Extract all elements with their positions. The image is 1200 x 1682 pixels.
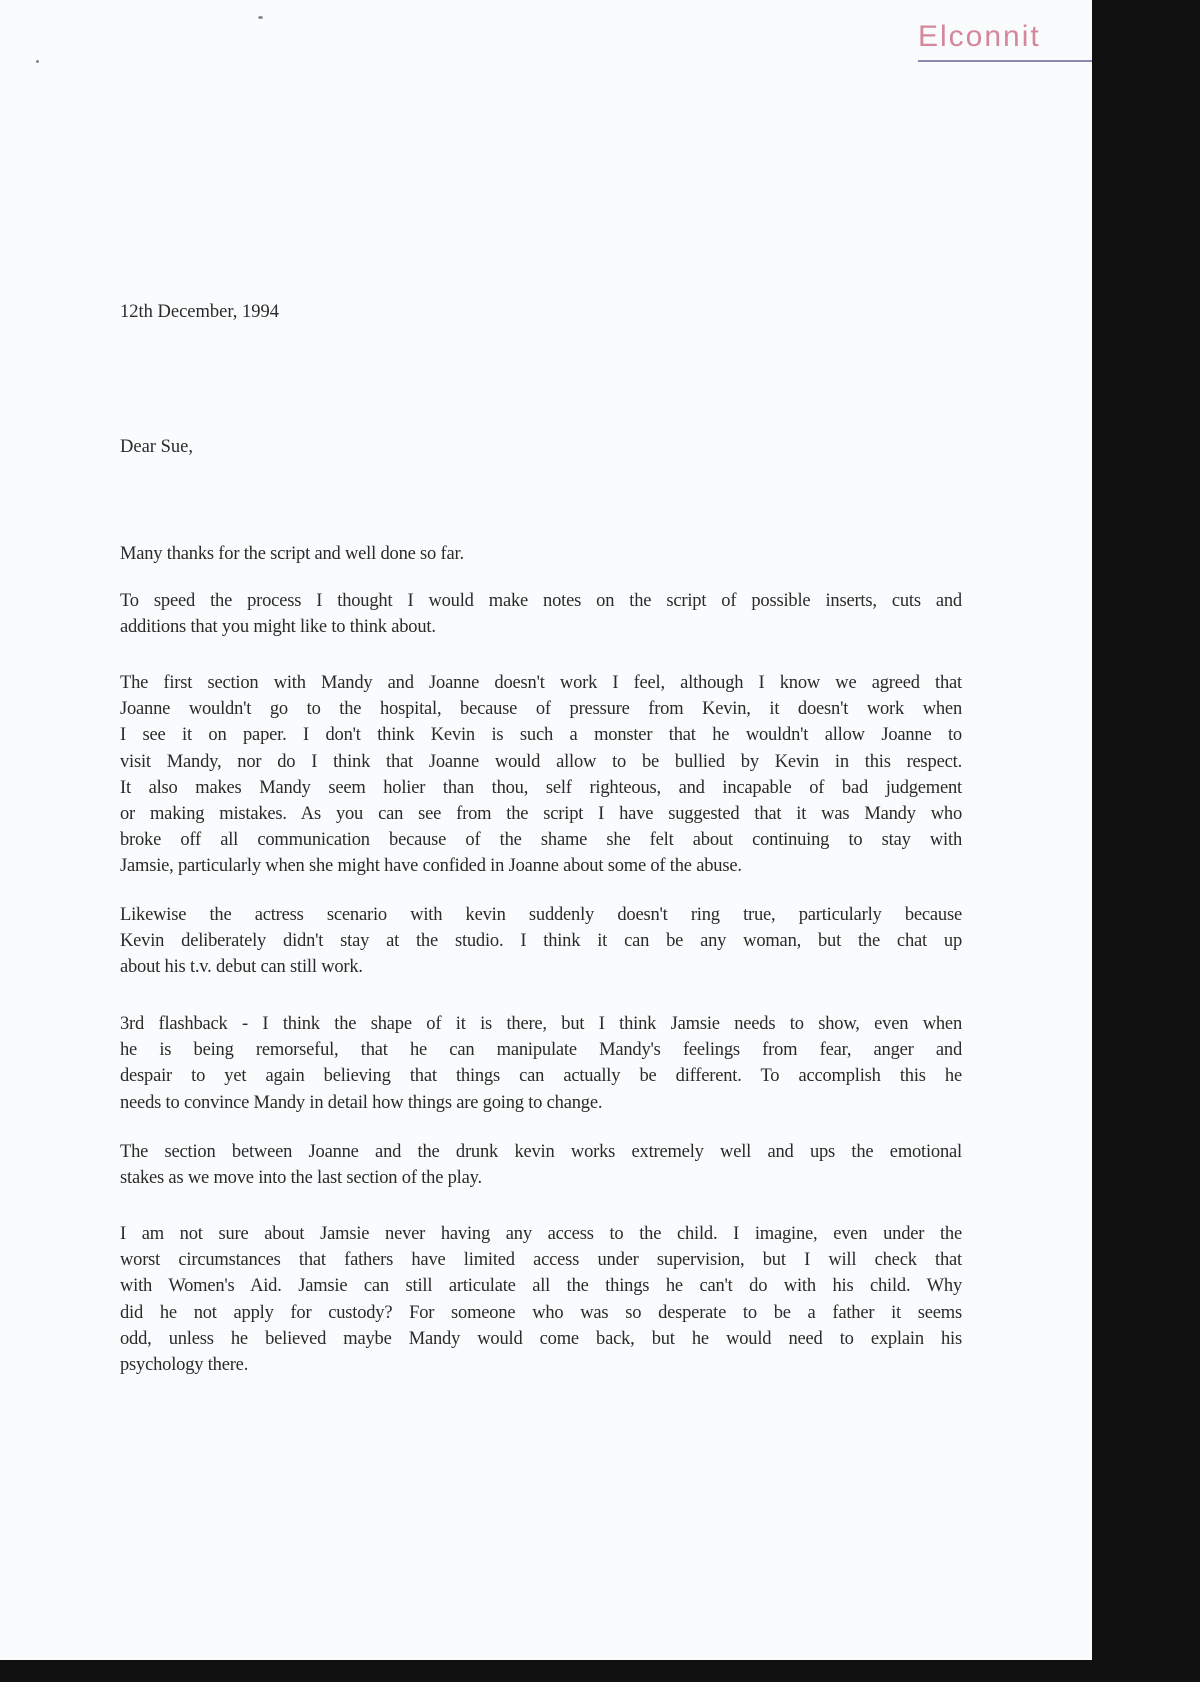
paragraph-line: odd, unless he believed maybe Mandy would come back, but he would need to explain his: [120, 1328, 962, 1349]
paragraph: [120, 541, 962, 567]
paragraph-line: needs to convince Mandy in detail how things are going to change.: [120, 1092, 603, 1113]
paragraph-line: worst circumstances that fathers have limited access under supervision, but I will check that: [120, 1250, 962, 1271]
paragraph-line: 3rd flashback - I think the shape of it is there, but I think Jamsie needs to show, even when: [120, 1014, 962, 1034]
paragraph-line: or making mistakes. As you can see from the script I have suggested that it was Mandy who: [120, 804, 962, 825]
paragraph-line: I am not sure about Jamsie never having any access to the child. I imagine, even under the: [120, 1224, 962, 1244]
annotation-underline: [918, 60, 1118, 62]
paragraph: [120, 902, 962, 981]
paragraph: [120, 1011, 962, 1116]
paragraph-line: To speed the process I thought I would make notes on the script of possible inserts, cuts and: [120, 591, 962, 611]
paragraph-line: It also makes Mandy seem holier than thou, self righteous, and incapable of bad judgement: [120, 777, 962, 798]
paragraph-line: about his t.v. debut can still work.: [120, 957, 363, 978]
paragraph-line: Jamsie, particularly when she might have confided in Joanne about some of the abuse.: [120, 856, 742, 877]
paragraph-line: did he not apply for custody? For someone who was so desperate to be a father it seems: [120, 1302, 962, 1323]
salutation: Dear Sue,: [120, 437, 193, 457]
annotation-text: Elconnit: [918, 20, 1041, 53]
paragraph-line: stakes as we move into the last section of the play.: [120, 1168, 482, 1189]
paragraph-line: Many thanks for the script and well done so far.: [120, 544, 464, 564]
paragraph-line: with Women's Aid. Jamsie can still articulate all the things he can't do with his child. Why: [120, 1276, 962, 1297]
scan-border-bottom: [0, 1660, 1200, 1682]
paragraph-line: The first section with Mandy and Joanne doesn't work I feel, although I know we agreed that: [120, 673, 962, 693]
paragraph-line: psychology there.: [120, 1355, 249, 1376]
paragraph-line: broke off all communication because of the shame she felt about continuing to stay with: [120, 830, 962, 851]
scan-speck: [258, 16, 263, 19]
letter-date: 12th December, 1994: [120, 302, 280, 322]
paragraph-line: The section between Joanne and the drunk kevin works extremely well and ups the emotional: [120, 1142, 962, 1162]
paragraph-line: I see it on paper. I don't think Kevin is such a monster that he wouldn't allow Joanne to: [120, 725, 962, 746]
paragraph-line: despair to yet again believing that things can actually be different. To accomplish this he: [120, 1066, 962, 1087]
paragraph: [120, 670, 962, 880]
paragraph-line: he is being remorseful, that he can manipulate Mandy's feelings from fear, anger and: [120, 1040, 962, 1061]
paragraph-line: Kevin deliberately didn't stay at the studio. I think it can be any woman, but the chat up: [120, 931, 962, 952]
paragraph-line: additions that you might like to think about.: [120, 617, 436, 638]
paragraph-line: Joanne wouldn't go to the hospital, because of pressure from Kevin, it doesn't work when: [120, 699, 962, 720]
paragraph: [120, 1221, 962, 1378]
paragraph: [120, 588, 962, 640]
paragraph: [120, 1139, 962, 1191]
scan-speck: [36, 60, 39, 63]
scan-border-right: [1092, 0, 1200, 1682]
paragraph-line: Likewise the actress scenario with kevin suddenly doesn't ring true, particularly because: [120, 905, 962, 925]
paragraph-line: visit Mandy, nor do I think that Joanne would allow to be bullied by Kevin in this respect.: [120, 751, 962, 772]
